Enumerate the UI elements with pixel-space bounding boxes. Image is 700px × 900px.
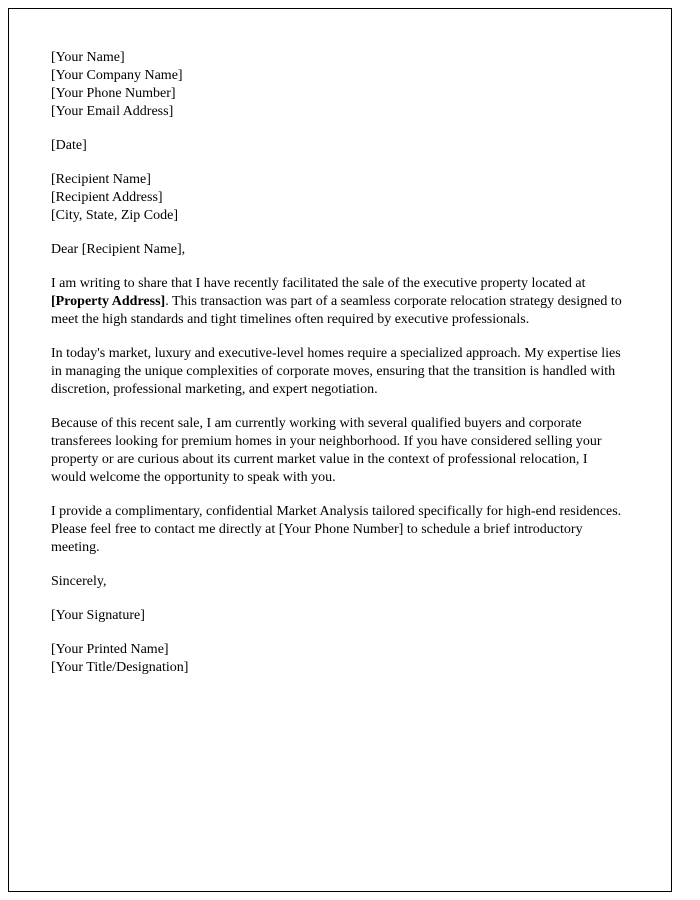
salutation-text: Dear [Recipient Name], [51,242,186,257]
recipient-address: [Recipient Address] [51,190,163,205]
sender-name: [Your Name] [51,50,125,65]
recipient-block [51,171,623,225]
paragraph-1-pre: I am writing to share that I have recently facilitated the sale of the executive property located at [51,276,586,291]
sender-company: [Your Company Name] [51,68,183,83]
signature-placeholder: [Your Signature] [51,608,145,623]
signoff-block [51,641,623,677]
letter-body [9,9,671,677]
paragraph-1 [51,275,623,329]
printed-name: [Your Printed Name] [51,642,169,657]
paragraph-3: Because of this recent sale, I am currently working with several qualified buyers and corporate transferees looking for premium homes in your neighborhood. If you have considered selling your property or are curious about its current market value in the context of professional relocation, I would welcome the opportunity to speak with you. [51,416,602,485]
salutation [51,241,623,259]
closing [51,573,623,591]
paragraph-4: I provide a complimentary, confidential Market Analysis tailored specifically for high-end residences. Please feel free to contact me directly at [Your Phone Number] to schedule a brief introductory meeting. [51,504,622,555]
paragraph-1-post: . This transaction was part of a seamless corporate relocation strategy designed to meet the high standards and tight timelines often required by executive professionals. [51,294,622,327]
recipient-city-state-zip: [City, State, Zip Code] [51,208,179,223]
letter-page [8,8,672,892]
sender-email: [Your Email Address] [51,104,174,119]
closing-text: Sincerely, [51,574,107,589]
title-designation: [Your Title/Designation] [51,660,189,675]
date-placeholder: [Date] [51,138,87,153]
paragraph-2: In today's market, luxury and executive-level homes require a specialized approach. My expertise lies in managing the unique complexities of corporate moves, ensuring that the transition is handled with discretion, professional marketing, and expert negotiation. [51,346,621,397]
recipient-name: [Recipient Name] [51,172,151,187]
sender-phone: [Your Phone Number] [51,86,176,101]
property-address-placeholder: [Property Address] [51,294,166,309]
sender-block [51,49,623,121]
date-line [51,137,623,155]
signature-line [51,607,623,625]
